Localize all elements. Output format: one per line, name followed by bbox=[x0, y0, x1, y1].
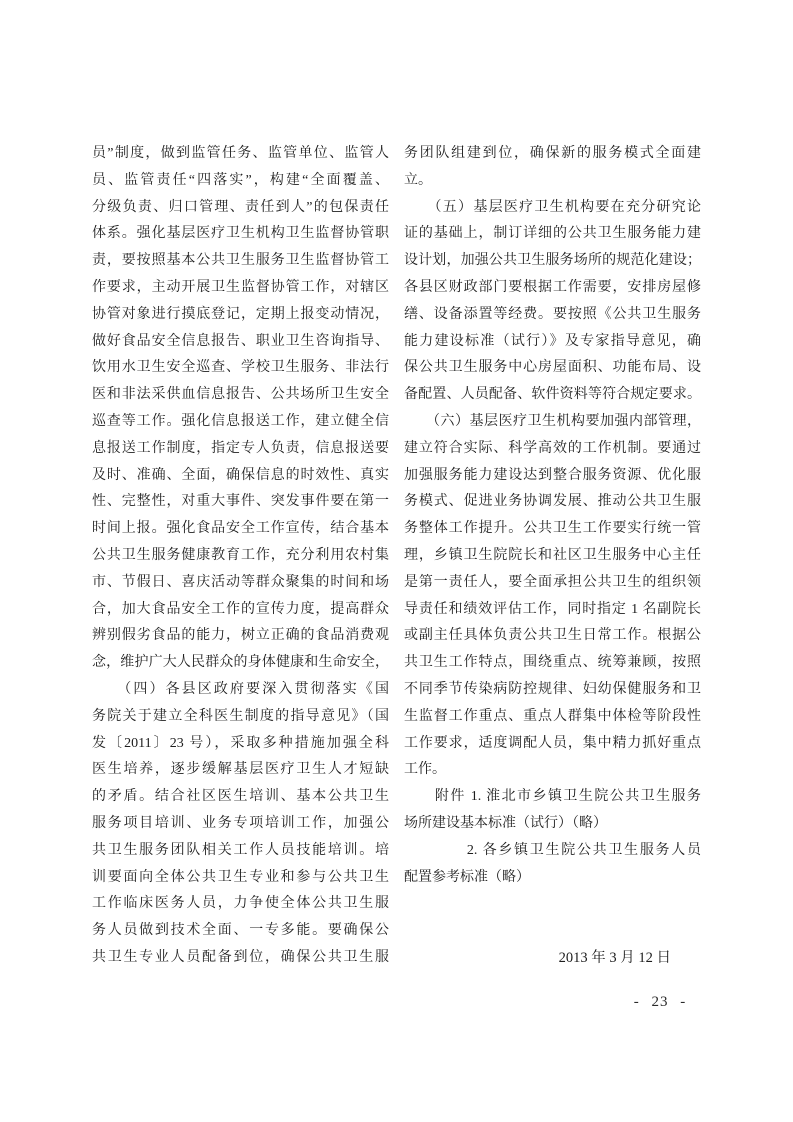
text-line: 理，乡镇卫生院院长和社区卫生服务中心主任 bbox=[404, 547, 701, 563]
text-line: 各县区财政部门要根据工作需要，安排房屋修 bbox=[404, 279, 701, 295]
text-line: 体系。强化基层医疗卫生机构卫生监督协管职 bbox=[92, 226, 389, 242]
text-line: （四）各县区政府要深入贯彻落实《国 bbox=[92, 681, 389, 697]
right-column bbox=[404, 141, 701, 972]
text-line: 务院关于建立全科医生制度的指导意见》（国 bbox=[92, 708, 389, 724]
text-line: 做好食品安全信息报告、职业卫生咨询指导、 bbox=[92, 333, 389, 349]
text-line: 念，维护广大人民群众的身体健康和生命安全， bbox=[92, 655, 389, 671]
text-line: （五）基层医疗卫生机构要在充分研究论 bbox=[404, 199, 701, 215]
text-line: 息报送工作制度，指定专人负责，信息报送要 bbox=[92, 440, 389, 456]
text-line: 是第一责任人，要全面承担公共卫生的组织领 bbox=[404, 574, 701, 590]
text-line: 责，要按照基本公共卫生服务卫生监督协管工 bbox=[92, 253, 389, 269]
text-line: 医生培养，逐步缓解基层医疗卫生人才短缺 bbox=[92, 762, 389, 778]
text-line: 辨别假劣食品的能力，树立正确的食品消费观 bbox=[92, 628, 389, 644]
page-number: - 23 - bbox=[633, 994, 687, 1010]
text-line: 证的基础上，制订详细的公共卫生服务能力建 bbox=[404, 226, 701, 242]
text-line: 场所建设基本标准（试行）（略） bbox=[404, 815, 607, 831]
text-line: 加强服务能力建设达到整合服务资源、优化服 bbox=[404, 467, 701, 483]
text-line: 共卫生服务团队相关工作人员技能培训。培 bbox=[92, 842, 389, 858]
text-line: 作要求，主动开展卫生监督协管工作，对辖区 bbox=[92, 279, 389, 295]
text-line: 共卫生专业人员配备到位，确保公共卫生服 bbox=[92, 949, 389, 965]
text-line: 工作临床医务人员，力争使全体公共卫生服 bbox=[92, 896, 389, 912]
text-line: 及时、准确、全面，确保信息的时效性、真实 bbox=[92, 467, 389, 483]
text-line: 附件 1. 淮北市乡镇卫生院公共卫生服务 bbox=[404, 789, 701, 805]
text-line: 发〔2011〕23 号），采取多种措施加强全科 bbox=[92, 735, 389, 751]
text-line: 医和非法采供血信息报告、公共场所卫生安全 bbox=[92, 387, 389, 403]
text-line: 2. 各乡镇卫生院公共卫生服务人员 bbox=[404, 842, 701, 858]
text-line: 性、完整性，对重大事件、突发事件要在第一 bbox=[92, 494, 389, 510]
text-line: 工作要求，适度调配人员，集中精力抓好重点 bbox=[404, 735, 701, 751]
text-line: 共卫生工作特点，围绕重点、统筹兼顾，按照 bbox=[404, 655, 701, 671]
text-line: 建立符合实际、科学高效的工作机制。要通过 bbox=[404, 440, 701, 456]
text-line: 务团队组建到位，确保新的服务模式全面建 bbox=[404, 146, 701, 161]
text-line: 务人员做到技术全面、一专多能。要确保公 bbox=[92, 923, 389, 939]
text-line: 不同季节传染病防控规律、妇幼保健服务和卫 bbox=[404, 681, 701, 697]
text-line: 立。 bbox=[404, 172, 432, 188]
text-line: 饮用水卫生安全巡查、学校卫生服务、非法行 bbox=[92, 360, 389, 376]
text-line: 生监督工作重点、重点人群集中体检等阶段性 bbox=[404, 708, 701, 724]
text-line: （六）基层医疗卫生机构要加强内部管理， bbox=[404, 413, 701, 429]
text-line: 合，加大食品安全工作的宣传力度，提高群众 bbox=[92, 601, 389, 617]
text-line: 备配置、人员配备、软件资料等符合规定要求。 bbox=[404, 387, 701, 403]
text-line: 导责任和绩效评估工作，同时指定 1 名副院长 bbox=[404, 601, 701, 617]
left-column bbox=[92, 141, 389, 972]
date-line: 2013 年 3 月 12 日 bbox=[558, 949, 671, 966]
text-line: 员、监管责任“四落实”，构建“全面覆盖、 bbox=[92, 172, 389, 188]
text-line: 配置参考标准（略） bbox=[404, 869, 530, 885]
text-line: 时间上报。强化食品安全工作宣传，结合基本 bbox=[92, 521, 389, 537]
right-column-lines bbox=[404, 141, 701, 891]
text-line: 能力建设标准（试行）》及专家指导意见，确 bbox=[404, 333, 701, 349]
text-line: 训要面向全体公共卫生专业和参与公共卫生 bbox=[92, 869, 389, 885]
text-line: 设计划，加强公共卫生服务场所的规范化建设； bbox=[404, 253, 701, 269]
text-line: 公共卫生服务健康教育工作，充分利用农村集 bbox=[92, 547, 389, 563]
text-line: 工作。 bbox=[404, 762, 446, 778]
text-line: 分级负责、归口管理、责任到人”的包保责任 bbox=[92, 199, 389, 215]
text-line: 缮、设备添置等经费。要按照《公共卫生服务 bbox=[404, 306, 701, 322]
text-line: 务整体工作提升。公共卫生工作要实行统一管 bbox=[404, 521, 701, 537]
text-line: 的矛盾。结合社区医生培训、基本公共卫生 bbox=[92, 789, 389, 805]
text-line: 市、节假日、喜庆活动等群众聚集的时间和场 bbox=[92, 574, 389, 590]
text-line: 员”制度，做到监管任务、监管单位、监管人 bbox=[92, 146, 389, 161]
text-line: 或副主任具体负责公共卫生日常工作。根据公 bbox=[404, 628, 701, 644]
text-line: 服务项目培训、业务专项培训工作，加强公 bbox=[92, 815, 389, 831]
text-line: 协管对象进行摸底登记，定期上报变动情况， bbox=[92, 306, 389, 322]
text-line: 务模式、促进业务协调发展、推动公共卫生服 bbox=[404, 494, 701, 510]
text-line: 保公共卫生服务中心房屋面积、功能布局、设 bbox=[404, 360, 701, 376]
text-line: 巡查等工作。强化信息报送工作，建立健全信 bbox=[92, 413, 389, 429]
